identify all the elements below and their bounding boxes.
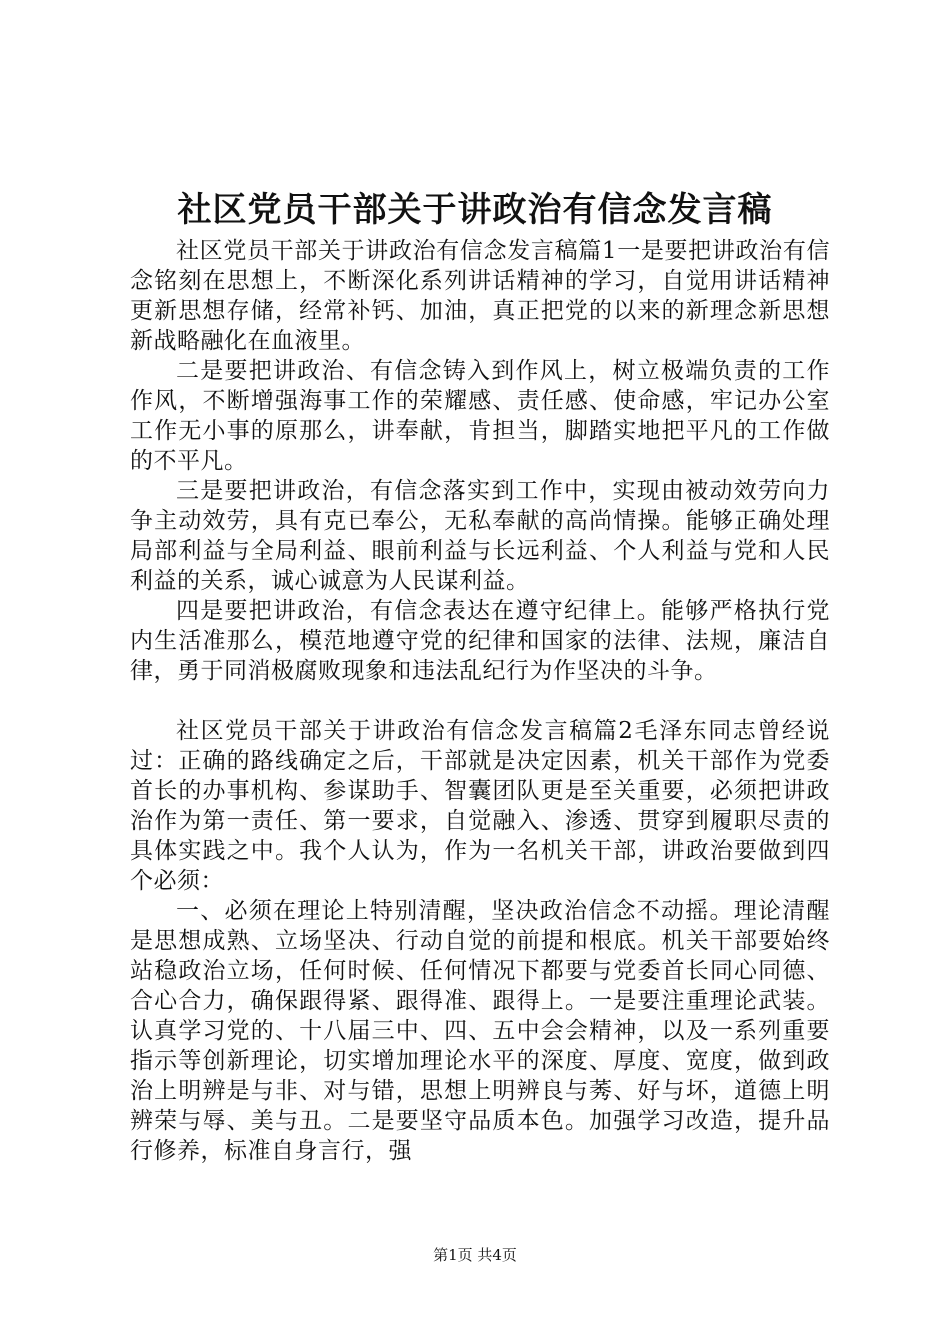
paragraph: 二是要把讲政治、有信念铸入到作风上，树立极端负责的工作作风，不断增强海事工作的荣耀感、责任感、使命感，牢记办公室工作无小事的原那么，讲奉献，肯担当，脚踏实地把平凡的工作做的不平凡。 [130,358,830,474]
paragraph: 一、必须在理论上特别清醒，坚决政治信念不动摇。理论清醒是思想成熟、立场坚决、行动自觉的前提和根底。机关干部要始终站稳政治立场，任何时候、任何情况下都要与党委首长同心同德、合心合力，确保跟得紧、跟得准、跟得上。一是要注重理论武装。认真学习党的、十八届三中、四、五中会会精神，以及一系列重要指示等创新理论，切实增加理论水平的深度、厚度、宽度，做到政治上明辨是与非、对与错，思想上明辨良与莠、好与坏，道德上明辨荣与辱、美与丑。二是要坚守品质本色。加强学习改造，提升品行修养，标准自身言行，强 [130,898,830,1164]
paragraph: 社区党员干部关于讲政治有信念发言稿篇1一是要把讲政治有信念铭刻在思想上，不断深化系列讲话精神的学习，自觉用讲话精神更新思想存储，经常补钙、加油，真正把党的以来的新理念新思想新战略融化在血液里。 [130,238,830,354]
page-number-footer: 第1页 共4页 [433,1246,517,1264]
paragraph: 三是要把讲政治，有信念落实到工作中，实现由被动效劳向力争主动效劳，具有克已奉公，无私奉献的高尚情操。能够正确处理局部利益与全局利益、眼前利益与长远利益、个人利益与党和人民利益的关系，诚心诚意为人民谋利益。 [130,478,830,594]
document-body [130,236,830,1166]
paragraph: 四是要把讲政治，有信念表达在遵守纪律上。能够严格执行党内生活准那么，模范地遵守党的纪律和国家的法律、法规，廉洁自律，勇于同消极腐败现象和违法乱纪行为作坚决的斗争。 [130,598,830,684]
section-spacer [130,686,830,716]
document-title: 社区党员干部关于讲政治有信念发言稿 [177,190,773,230]
paragraph: 社区党员干部关于讲政治有信念发言稿篇2毛泽东同志曾经说过：正确的路线确定之后，干部就是决定因素，机关干部作为党委首长的办事机构、参谋助手、智囊团队更是至关重要，必须把讲政治作为第一责任、第一要求，自觉融入、渗透、贯穿到履职尽责的具体实践之中。我个人认为，作为一名机关干部，讲政治要做到四个必须： [130,718,830,894]
